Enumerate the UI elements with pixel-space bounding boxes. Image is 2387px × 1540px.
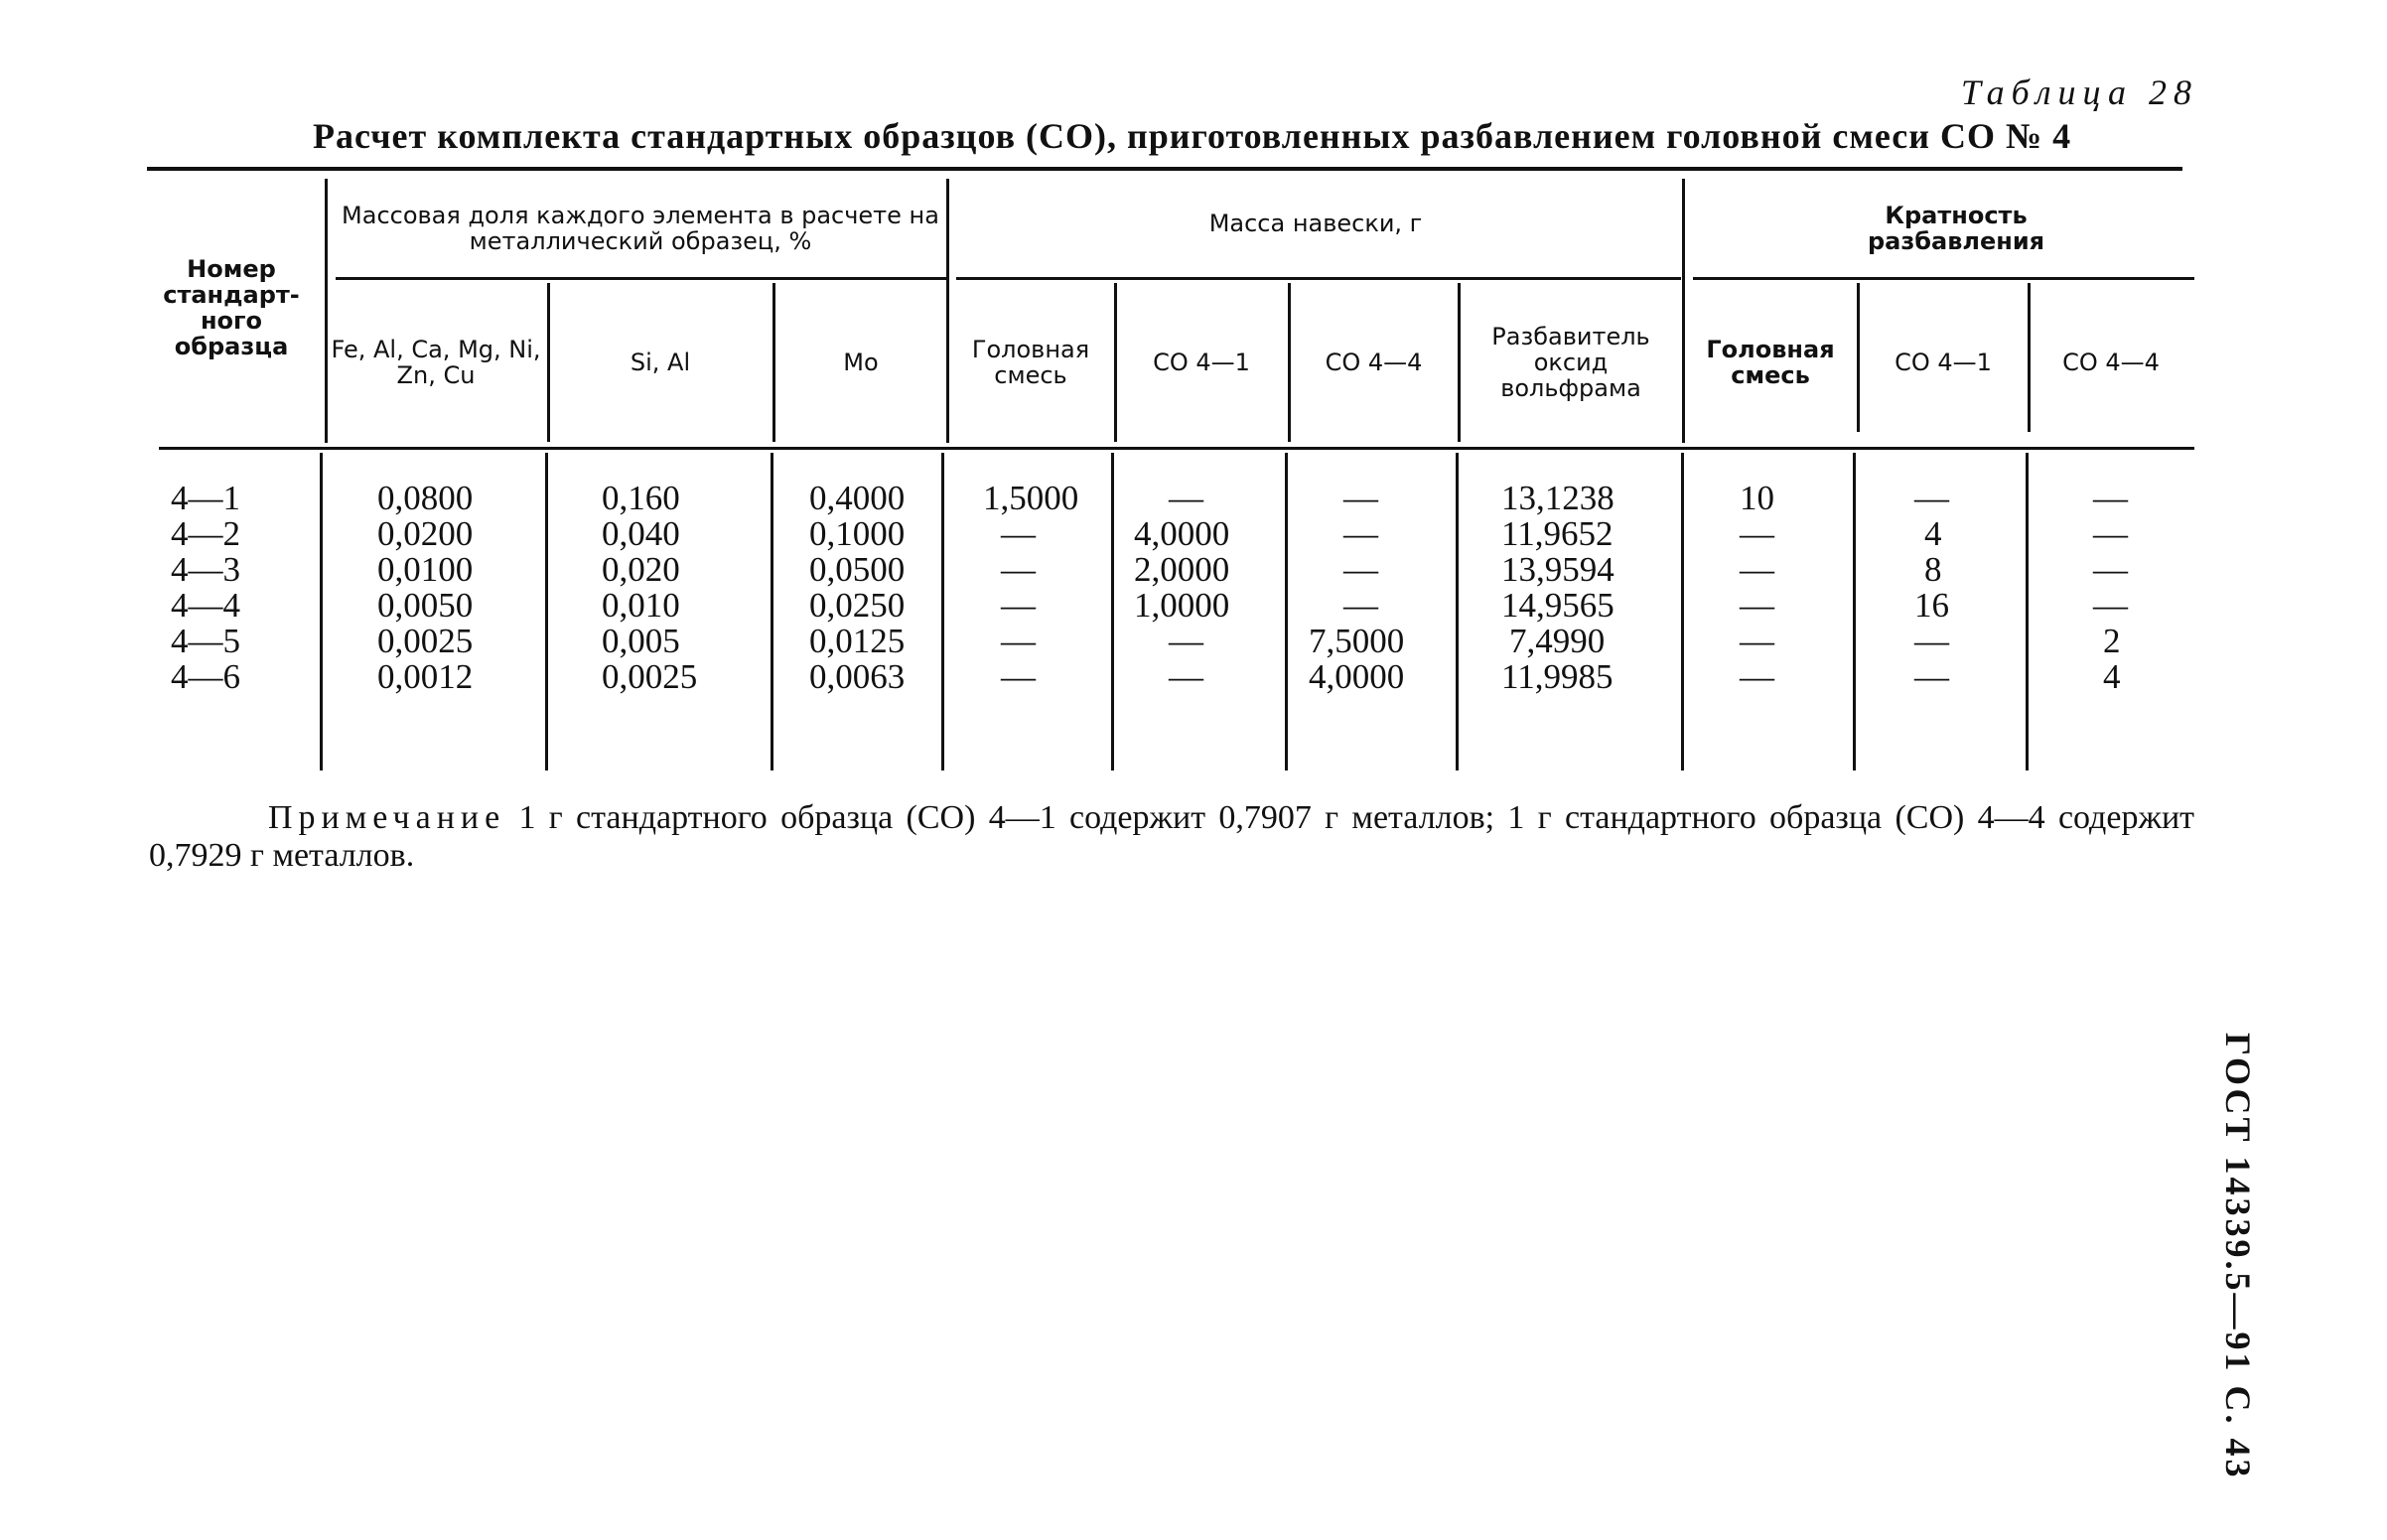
table-cell: 0,0100	[377, 550, 474, 589]
table-cell: —	[2093, 479, 2128, 517]
col-divider-10b	[2026, 453, 2029, 770]
table-cell: —	[1169, 622, 1203, 660]
table-cell: 4—1	[171, 479, 240, 517]
table-cell: 7,5000	[1309, 622, 1405, 660]
table-cell: 4,0000	[1134, 514, 1230, 553]
table-cell: 14,9565	[1501, 586, 1615, 625]
table-cell: —	[1914, 622, 1949, 660]
table-cell: —	[1001, 657, 1036, 696]
table-cell: 0,0063	[809, 657, 906, 696]
table-cell: —	[1343, 550, 1378, 589]
header-mass-diluent: Разбавитель оксид вольфрама	[1491, 323, 1650, 402]
subheader-rule-right	[1693, 277, 2194, 280]
col-divider-8	[1682, 179, 1685, 443]
col-divider-5b	[1111, 453, 1114, 770]
header-bottom-rule	[159, 447, 2194, 450]
table-cell: —	[1001, 514, 1036, 553]
table-cell: 16	[1914, 586, 1949, 625]
table-cell: 0,0025	[602, 657, 698, 696]
col-divider-2	[547, 283, 550, 442]
col-divider-1	[325, 179, 328, 443]
header-dilution-head-mixture: Головная смесь	[1706, 336, 1835, 389]
column-fe-al	[377, 481, 473, 695]
table-cell: 4—3	[171, 550, 240, 589]
col-divider-2b	[545, 453, 548, 770]
header-sample-mass-group: Масса навески, г	[1208, 210, 1423, 237]
table-cell: —	[1740, 550, 1774, 589]
header-dilution-group: Кратность разбавления	[1867, 202, 2045, 255]
table-cell: 1,0000	[1134, 586, 1230, 625]
table-cell: 13,1238	[1501, 479, 1615, 517]
table-cell: 0,0200	[377, 514, 474, 553]
table-cell: 0,005	[602, 622, 680, 660]
note-label: Примечание	[268, 799, 506, 836]
note-text: 1 г стандартного образца (СО) 4—1 содержит 0,7907 г металлов; 1 г стандартного образца (СО) 4—4 содержит 0,7929 г металлов.	[149, 799, 2194, 874]
table-cell: 0,0025	[377, 622, 474, 660]
table-cell: 7,4990	[1509, 622, 1606, 660]
table-cell: 4,0000	[1309, 657, 1405, 696]
table-cell: —	[1001, 550, 1036, 589]
header-mass-head-mixture: Головная смесь	[971, 336, 1090, 389]
table-cell: —	[1169, 657, 1203, 696]
table-cell: 0,0250	[809, 586, 906, 625]
table-cell: —	[2093, 550, 2128, 589]
col-divider-7b	[1456, 453, 1459, 770]
col-divider-8b	[1681, 453, 1684, 770]
table-cell: —	[1740, 586, 1774, 625]
header-si-al: Si, Al	[630, 349, 691, 376]
column-mass-diluent	[1501, 481, 1615, 695]
table-cell: 8	[1924, 550, 1942, 589]
column-mass-co41	[1134, 481, 1229, 695]
table-cell: —	[1169, 479, 1203, 517]
column-dilution-head-mixture	[1740, 481, 1774, 695]
header-dilution-co44: СО 4—4	[2062, 349, 2160, 376]
table-cell: —	[2093, 586, 2128, 625]
table-cell: —	[1914, 657, 1949, 696]
table-cell: 11,9652	[1501, 514, 1614, 553]
table-cell: 0,020	[602, 550, 680, 589]
table-cell: 4—4	[171, 586, 240, 625]
table-cell: 10	[1740, 479, 1774, 517]
col-divider-3b	[771, 453, 773, 770]
table-note	[149, 799, 2194, 875]
col-divider-5	[1114, 283, 1117, 442]
page-side-label: ГОСТ 14339.5—91 С. 43	[2218, 1033, 2258, 1480]
table-cell: 4—6	[171, 657, 240, 696]
table-cell: 2,0000	[1134, 550, 1230, 589]
table-cell: 1,5000	[983, 479, 1079, 517]
table-cell: —	[1001, 586, 1036, 625]
header-mass-co41: СО 4—1	[1153, 349, 1250, 376]
table-cell: 13,9594	[1501, 550, 1615, 589]
col-divider-9b	[1853, 453, 1856, 770]
table-title: Расчет комплекта стандартных образцов (СО), приготовленных разбавлением головной смеси СО № 4	[313, 116, 2072, 156]
column-sample-number	[171, 481, 240, 695]
col-divider-7	[1458, 283, 1461, 442]
table-cell: —	[1343, 586, 1378, 625]
column-dilution-co41	[1914, 481, 1949, 695]
header-mass-fraction-group: Массовая доля каждого элемента в расчете на металлический образец, %	[342, 202, 939, 255]
table-cell: —	[1740, 514, 1774, 553]
top-rule	[147, 167, 2182, 171]
table-cell: 2	[2103, 622, 2121, 660]
col-divider-4b	[941, 453, 944, 770]
table-cell: —	[1343, 514, 1378, 553]
table-cell: 4	[1924, 514, 1942, 553]
table-cell: 0,040	[602, 514, 680, 553]
header-mass-co44: СО 4—4	[1325, 349, 1423, 376]
table-cell: —	[1740, 657, 1774, 696]
col-divider-9	[1857, 283, 1860, 432]
table-cell: 0,0800	[377, 479, 474, 517]
col-divider-6b	[1285, 453, 1288, 770]
table-cell: —	[1914, 479, 1949, 517]
col-divider-6	[1288, 283, 1291, 442]
table-cell: 0,0500	[809, 550, 906, 589]
table-cell: —	[1740, 622, 1774, 660]
header-mo: Mo	[843, 349, 879, 376]
header-fe-al: Fe, Al, Ca, Mg, Ni, Zn, Cu	[331, 336, 541, 389]
table-number: Таблица 28	[1960, 72, 2198, 112]
table-cell: 0,1000	[809, 514, 906, 553]
table-cell: 4—2	[171, 514, 240, 553]
table-cell: 0,160	[602, 479, 680, 517]
table-cell: 0,4000	[809, 479, 906, 517]
table-cell: 0,0125	[809, 622, 906, 660]
table-cell: —	[1001, 622, 1036, 660]
col-divider-10	[2028, 283, 2031, 432]
column-mass-head-mixture	[983, 481, 1078, 695]
header-dilution-co41: СО 4—1	[1895, 349, 1992, 376]
column-si-al	[602, 481, 697, 695]
column-dilution-co44	[2093, 481, 2128, 695]
col-divider-1b	[320, 453, 323, 770]
table-cell: —	[1343, 479, 1378, 517]
table-cell: 0,0012	[377, 657, 474, 696]
column-mass-co44	[1309, 481, 1404, 695]
header-sample-number: Номер стандарт- ного образца	[163, 255, 300, 360]
column-mo	[809, 481, 905, 695]
subheader-rule-middle	[956, 277, 1681, 280]
col-divider-4	[946, 179, 949, 443]
table-cell: 0,0050	[377, 586, 474, 625]
table-cell: —	[2093, 514, 2128, 553]
table-cell: 0,010	[602, 586, 680, 625]
table-cell: 11,9985	[1501, 657, 1614, 696]
col-divider-3	[772, 283, 775, 442]
table-cell: 4	[2103, 657, 2121, 696]
subheader-rule-left	[336, 277, 946, 280]
table-cell: 4—5	[171, 622, 240, 660]
